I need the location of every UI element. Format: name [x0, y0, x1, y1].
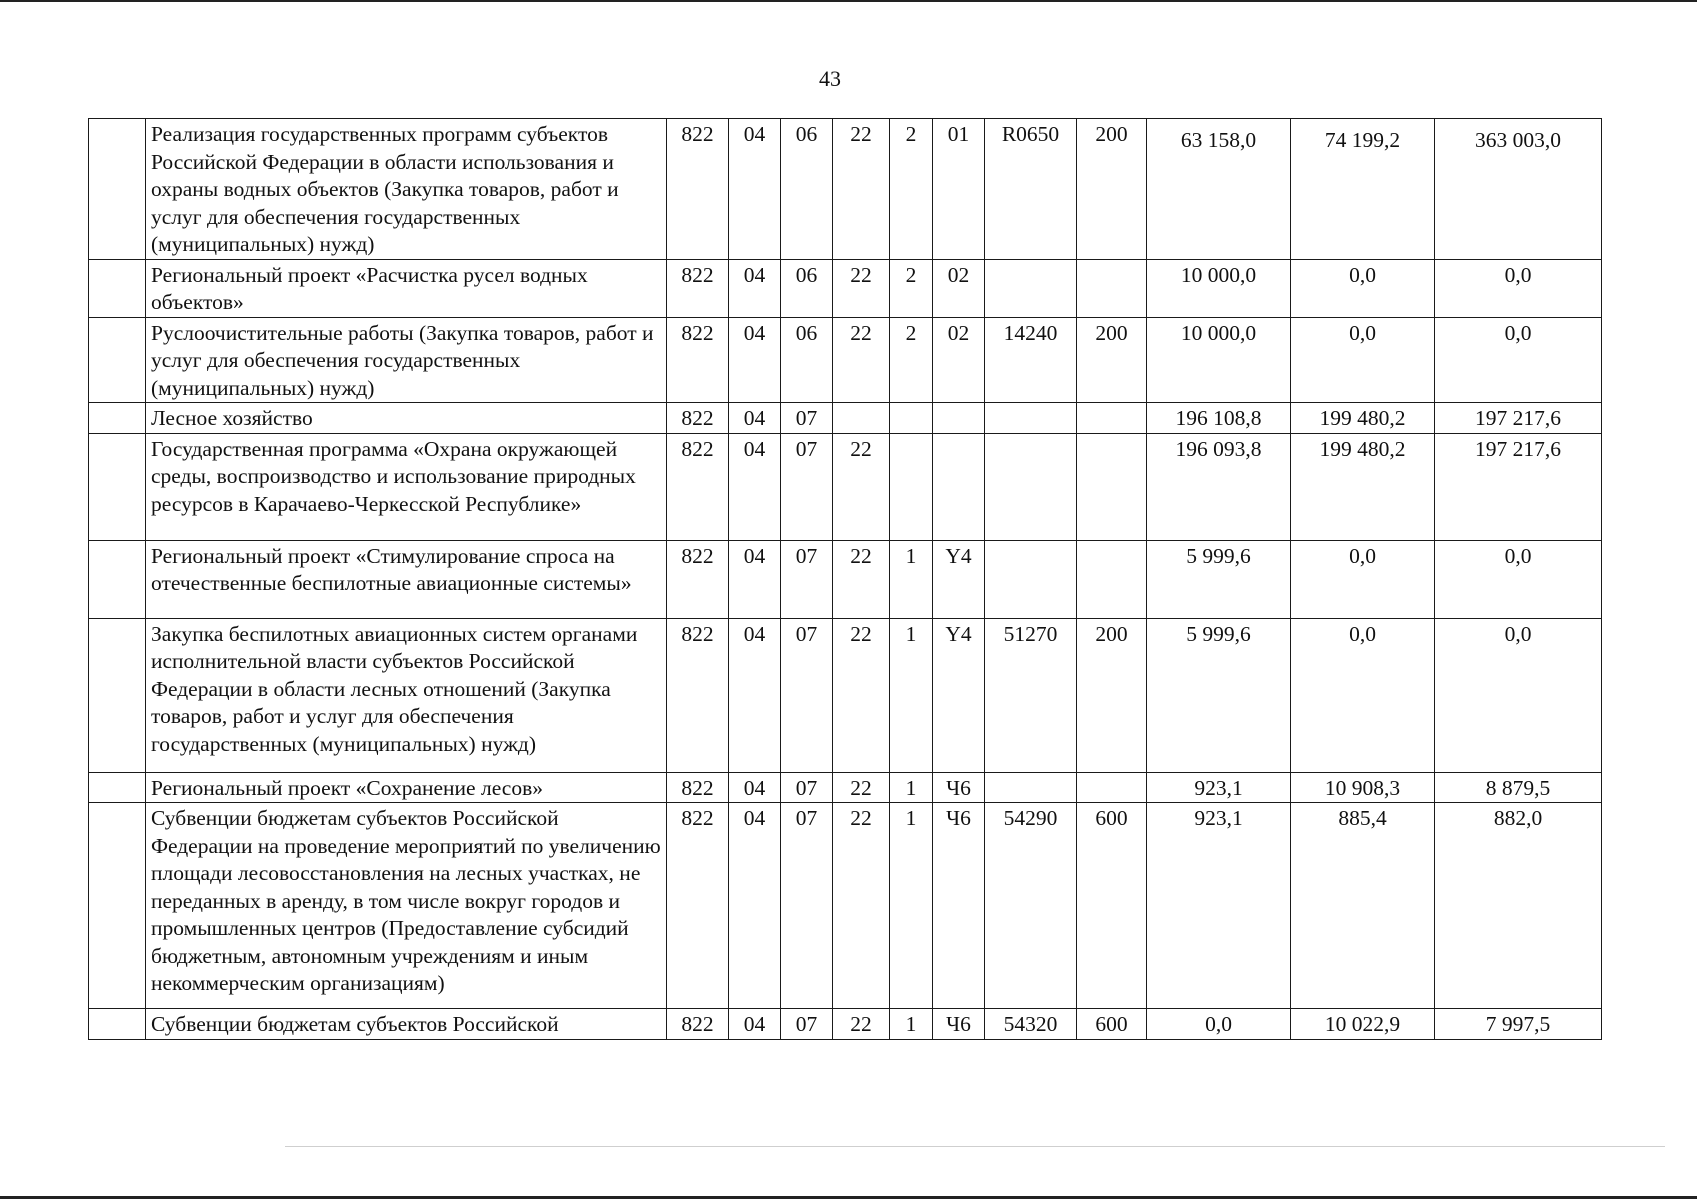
section-code-cell: 04	[729, 1009, 781, 1040]
subsection-code-cell: 07	[781, 540, 833, 618]
subsection-code-cell: 07	[781, 618, 833, 772]
bottom-edge-line	[0, 1196, 1697, 1199]
amount-year-2-cell: 0,0	[1291, 317, 1435, 403]
top-edge-line	[0, 0, 1697, 2]
subsection-code-cell: 06	[781, 259, 833, 317]
subsection-code-cell: 07	[781, 433, 833, 540]
gr-code-cell: 822	[667, 540, 729, 618]
amount-year-3-cell: 882,0	[1435, 803, 1602, 1009]
amount-year-2-cell: 10 022,9	[1291, 1009, 1435, 1040]
expense-type-code-cell	[1077, 259, 1147, 317]
gr-code-cell: 822	[667, 119, 729, 260]
amount-year-3-cell: 0,0	[1435, 540, 1602, 618]
direction-code-cell: 54320	[985, 1009, 1077, 1040]
program-code-cell: 22	[833, 540, 890, 618]
project-code-cell: Ч6	[933, 1009, 985, 1040]
direction-code-cell: 14240	[985, 317, 1077, 403]
project-code-cell: 01	[933, 119, 985, 260]
section-code-cell: 04	[729, 403, 781, 434]
direction-code-cell: 54290	[985, 803, 1077, 1009]
project-code-cell: Y4	[933, 540, 985, 618]
direction-code-cell: R0650	[985, 119, 1077, 260]
row-index-cell	[89, 540, 146, 618]
gr-code-cell: 822	[667, 433, 729, 540]
amount-year-1-cell: 196 108,8	[1147, 403, 1291, 434]
subprogram-code-cell: 1	[890, 618, 933, 772]
amount-year-2-cell: 199 480,2	[1291, 433, 1435, 540]
project-code-cell: Ч6	[933, 772, 985, 803]
amount-year-3-cell: 0,0	[1435, 317, 1602, 403]
table-row	[89, 433, 1602, 540]
amount-year-3-cell: 7 997,5	[1435, 1009, 1602, 1040]
gr-code-cell: 822	[667, 803, 729, 1009]
amount-year-2-cell: 0,0	[1291, 259, 1435, 317]
amount-year-3-cell: 197 217,6	[1435, 433, 1602, 540]
program-code-cell: 22	[833, 618, 890, 772]
amount-year-2-cell: 74 199,2	[1291, 119, 1435, 260]
amount-year-3-cell: 197 217,6	[1435, 403, 1602, 434]
budget-table-body	[89, 119, 1602, 1040]
footer-faint-line	[285, 1146, 1665, 1147]
direction-code-cell	[985, 540, 1077, 618]
amount-year-2-cell: 0,0	[1291, 540, 1435, 618]
table-row	[89, 1009, 1602, 1040]
amount-year-1-cell: 5 999,6	[1147, 618, 1291, 772]
row-index-cell	[89, 803, 146, 1009]
direction-code-cell	[985, 403, 1077, 434]
gr-code-cell: 822	[667, 317, 729, 403]
expense-type-code-cell	[1077, 403, 1147, 434]
item-name-cell: Региональный проект «Расчистка русел водных объектов»	[146, 259, 667, 317]
amount-year-2-cell: 885,4	[1291, 803, 1435, 1009]
subprogram-code-cell: 2	[890, 119, 933, 260]
expense-type-code-cell: 600	[1077, 1009, 1147, 1040]
section-code-cell: 04	[729, 317, 781, 403]
gr-code-cell: 822	[667, 1009, 729, 1040]
section-code-cell: 04	[729, 618, 781, 772]
amount-year-1-cell: 0,0	[1147, 1009, 1291, 1040]
direction-code-cell	[985, 259, 1077, 317]
amount-year-1-cell: 923,1	[1147, 772, 1291, 803]
subprogram-code-cell: 1	[890, 772, 933, 803]
item-name-cell: Субвенции бюджетам субъектов Российской	[146, 1009, 667, 1040]
amount-year-2-cell: 10 908,3	[1291, 772, 1435, 803]
item-name-cell: Руслоочистительные работы (Закупка товаров, работ и услуг для обеспечения государственных (муниципальных) нужд)	[146, 317, 667, 403]
expense-type-code-cell	[1077, 540, 1147, 618]
table-row	[89, 803, 1602, 1009]
expense-type-code-cell	[1077, 433, 1147, 540]
amount-year-1-cell: 196 093,8	[1147, 433, 1291, 540]
expense-type-code-cell: 200	[1077, 317, 1147, 403]
direction-code-cell	[985, 433, 1077, 540]
section-code-cell: 04	[729, 259, 781, 317]
amount-year-3-cell: 0,0	[1435, 259, 1602, 317]
amount-year-1-cell: 63 158,0	[1147, 119, 1291, 260]
gr-code-cell: 822	[667, 772, 729, 803]
amount-year-1-cell: 10 000,0	[1147, 317, 1291, 403]
subsection-code-cell: 07	[781, 803, 833, 1009]
subprogram-code-cell	[890, 403, 933, 434]
program-code-cell: 22	[833, 317, 890, 403]
subprogram-code-cell: 2	[890, 317, 933, 403]
item-name-cell: Региональный проект «Стимулирование спроса на отечественные беспилотные авиационные системы»	[146, 540, 667, 618]
project-code-cell: Ч6	[933, 803, 985, 1009]
row-index-cell	[89, 317, 146, 403]
amount-year-3-cell: 0,0	[1435, 618, 1602, 772]
row-index-cell	[89, 259, 146, 317]
program-code-cell: 22	[833, 772, 890, 803]
program-code-cell: 22	[833, 259, 890, 317]
amount-year-3-cell: 8 879,5	[1435, 772, 1602, 803]
subprogram-code-cell: 1	[890, 540, 933, 618]
item-name-cell: Лесное хозяйство	[146, 403, 667, 434]
table-row	[89, 259, 1602, 317]
expense-type-code-cell	[1077, 772, 1147, 803]
row-index-cell	[89, 403, 146, 434]
budget-table	[88, 118, 1602, 1040]
expense-type-code-cell: 600	[1077, 803, 1147, 1009]
table-row	[89, 618, 1602, 772]
gr-code-cell: 822	[667, 618, 729, 772]
subprogram-code-cell: 1	[890, 1009, 933, 1040]
project-code-cell: Y4	[933, 618, 985, 772]
direction-code-cell: 51270	[985, 618, 1077, 772]
row-index-cell	[89, 772, 146, 803]
project-code-cell: 02	[933, 259, 985, 317]
row-index-cell	[89, 618, 146, 772]
program-code-cell: 22	[833, 119, 890, 260]
subsection-code-cell: 07	[781, 1009, 833, 1040]
section-code-cell: 04	[729, 540, 781, 618]
project-code-cell: 02	[933, 317, 985, 403]
section-code-cell: 04	[729, 772, 781, 803]
table-row	[89, 540, 1602, 618]
amount-year-2-cell: 0,0	[1291, 618, 1435, 772]
subprogram-code-cell: 2	[890, 259, 933, 317]
item-name-cell: Субвенции бюджетам субъектов Российской Федерации на проведение мероприятий по увеличению площади лесовосстановления на лесных участках, не переданных в аренду, в том числе вокруг городов и промышленных центров (Предоставление субсидий бюджетным, автономным учреждениям и иным некоммерческим организациям)	[146, 803, 667, 1009]
table-row	[89, 403, 1602, 434]
program-code-cell	[833, 403, 890, 434]
table-row	[89, 772, 1602, 803]
subsection-code-cell: 06	[781, 119, 833, 260]
direction-code-cell	[985, 772, 1077, 803]
expense-type-code-cell: 200	[1077, 618, 1147, 772]
subsection-code-cell: 07	[781, 772, 833, 803]
subsection-code-cell: 06	[781, 317, 833, 403]
item-name-cell: Закупка беспилотных авиационных систем органами исполнительной власти субъектов Российской Федерации в области лесных отношений (Закупка товаров, работ и услуг для обеспечения государственных (муниципальных) нужд)	[146, 618, 667, 772]
amount-year-1-cell: 923,1	[1147, 803, 1291, 1009]
table-row	[89, 317, 1602, 403]
section-code-cell: 04	[729, 803, 781, 1009]
row-index-cell	[89, 1009, 146, 1040]
gr-code-cell: 822	[667, 259, 729, 317]
amount-year-3-cell: 363 003,0	[1435, 119, 1602, 260]
section-code-cell: 04	[729, 433, 781, 540]
row-index-cell	[89, 119, 146, 260]
project-code-cell	[933, 433, 985, 540]
item-name-cell: Региональный проект «Сохранение лесов»	[146, 772, 667, 803]
amount-year-1-cell: 5 999,6	[1147, 540, 1291, 618]
expense-type-code-cell: 200	[1077, 119, 1147, 260]
program-code-cell: 22	[833, 803, 890, 1009]
amount-year-2-cell: 199 480,2	[1291, 403, 1435, 434]
program-code-cell: 22	[833, 1009, 890, 1040]
table-row	[89, 119, 1602, 260]
gr-code-cell: 822	[667, 403, 729, 434]
program-code-cell: 22	[833, 433, 890, 540]
section-code-cell: 04	[729, 119, 781, 260]
item-name-cell: Государственная программа «Охрана окружающей среды, воспроизводство и использование природных ресурсов в Карачаево-Черкесской Республике»	[146, 433, 667, 540]
project-code-cell	[933, 403, 985, 434]
row-index-cell	[89, 433, 146, 540]
page-number: 43	[819, 66, 841, 91]
subprogram-code-cell	[890, 433, 933, 540]
subprogram-code-cell: 1	[890, 803, 933, 1009]
amount-year-1-cell: 10 000,0	[1147, 259, 1291, 317]
subsection-code-cell: 07	[781, 403, 833, 434]
item-name-cell: Реализация государственных программ субъектов Российской Федерации в области использования и охраны водных объектов (Закупка товаров, работ и услуг для обеспечения государственных (муниципальных) нужд)	[146, 119, 667, 260]
